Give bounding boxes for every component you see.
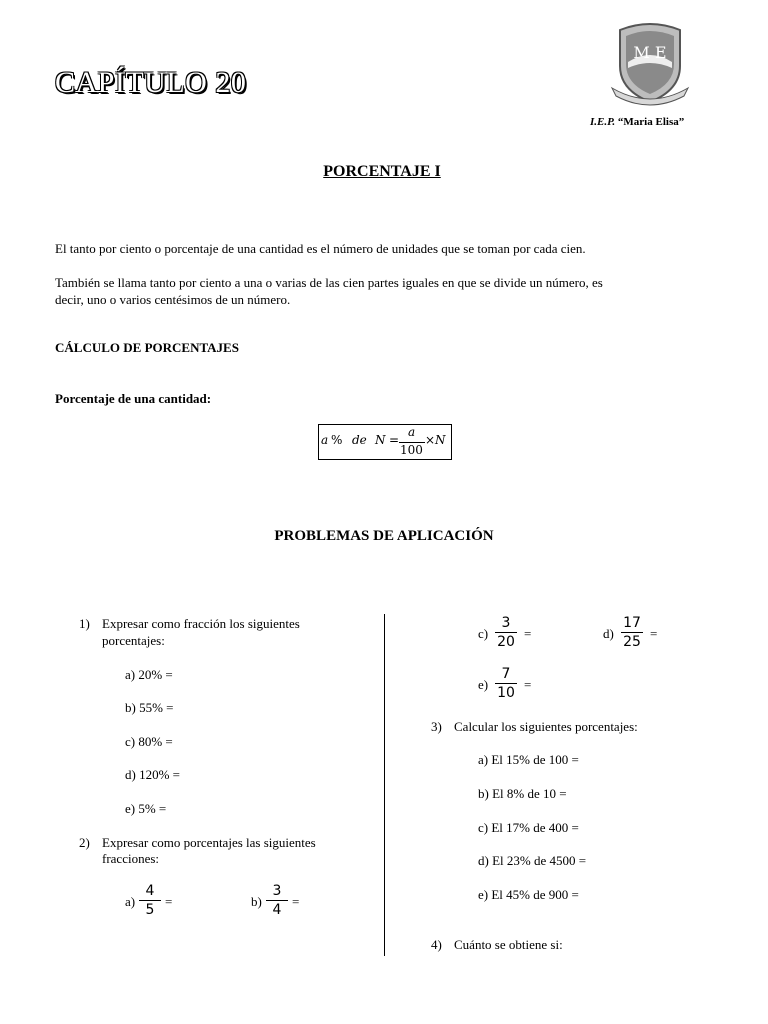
formula-box: [318, 424, 452, 460]
formula-a: a: [321, 433, 329, 447]
problem-4-line-1: Cuánto se obtiene si:: [454, 937, 563, 952]
problems-heading: PROBLEMAS DE APLICACIÓN: [274, 528, 494, 544]
fraction-e-label: e): [478, 677, 489, 692]
fraction-b-numerator: 3: [272, 883, 282, 899]
problem-3-item-c: c) El 17% de 400 =: [478, 820, 579, 835]
fraction-a-numerator: 4: [145, 883, 155, 899]
problem-1-line-2: porcentajes:: [102, 633, 165, 648]
fraction-c-numerator: 3: [501, 615, 511, 631]
fraction-d-denominator: 25: [623, 634, 641, 650]
problem-1-item-b: b) 55% =: [125, 700, 174, 715]
fraction-a-denominator: 5: [145, 902, 155, 918]
formula-equals: =: [389, 433, 400, 447]
school-name: [590, 116, 684, 128]
formula-denominator: 100: [400, 443, 423, 457]
problem-2-line-1: Expresar como porcentajes las siguientes: [102, 835, 316, 850]
fraction-b-denominator: 4: [272, 902, 282, 918]
fraction-d-label: d): [603, 626, 614, 641]
intro-paragraph-1: El tanto por ciento o porcentaje de una cantidad es el número de unidades que se toman por cada cien.: [55, 241, 586, 256]
problem-3-number: 3): [431, 719, 442, 734]
problem-1-item-d: d) 120% =: [125, 767, 180, 782]
fraction-b-label: b): [251, 894, 262, 909]
problem-1-item-c: c) 80% =: [125, 734, 173, 749]
fraction-c-label: c): [478, 626, 489, 641]
problem-2-number: 2): [79, 835, 90, 850]
problem-3-line-1: Calcular los siguientes porcentajes:: [454, 719, 638, 734]
fraction-c: [494, 614, 518, 651]
intro-paragraph-2-line-2: decir, uno o varios centésimos de un número.: [55, 292, 291, 307]
fraction-b: [265, 882, 289, 919]
problem-2-line-2: fracciones:: [102, 851, 160, 866]
problem-3-item-b: b) El 8% de 10 =: [478, 786, 567, 801]
problem-1-item-a: a) 20% =: [125, 667, 173, 682]
school-title: “Maria Elisa”: [617, 116, 685, 128]
fraction-c-denominator: 20: [497, 634, 515, 650]
problem-1-line-1: Expresar como fracción los siguientes: [102, 616, 300, 631]
fraction-d: [620, 614, 644, 651]
fraction-e-equals: =: [524, 677, 532, 692]
intro-paragraph-2-line-1: También se llama tanto por ciento a una o varias de las cien partes iguales en que se divide un número, es: [55, 275, 603, 290]
fraction-a-label: a): [125, 894, 136, 909]
problem-3-item-e: e) El 45% de 900 =: [478, 887, 579, 902]
formula-percent: %: [331, 433, 343, 447]
fraction-d-equals: =: [650, 626, 658, 641]
fraction-a: [138, 882, 162, 919]
calc-heading: CÁLCULO DE PORCENTAJES: [55, 340, 239, 355]
problem-1-item-e: e) 5% =: [125, 801, 167, 816]
fraction-e-denominator: 10: [497, 685, 515, 701]
problem-4-number: 4): [431, 937, 442, 952]
school-crest-logo: [600, 18, 700, 110]
fraction-a-equals: =: [165, 894, 173, 909]
column-divider: [384, 614, 385, 956]
formula-numerator: a: [408, 425, 416, 439]
formula-times-n: ×N: [425, 433, 446, 447]
calc-subheading: Porcentaje de una cantidad:: [55, 391, 212, 406]
topic-title: PORCENTAJE I: [323, 163, 441, 180]
fraction-e: [494, 665, 518, 702]
formula-n: N: [375, 433, 386, 447]
fraction-c-equals: =: [524, 626, 532, 641]
crest-monogram: M E: [633, 43, 667, 62]
chapter-title: CAPÍTULO 20: [55, 66, 247, 99]
fraction-d-numerator: 17: [623, 615, 641, 631]
formula-de: de: [352, 433, 367, 447]
problem-1-number: 1): [79, 616, 90, 631]
fraction-b-equals: =: [292, 894, 300, 909]
fraction-e-numerator: 7: [501, 666, 511, 682]
school-prefix: I.E.P.: [590, 116, 616, 128]
problem-3-item-d: d) El 23% de 4500 =: [478, 853, 587, 868]
problem-3-item-a: a) El 15% de 100 =: [478, 752, 579, 767]
